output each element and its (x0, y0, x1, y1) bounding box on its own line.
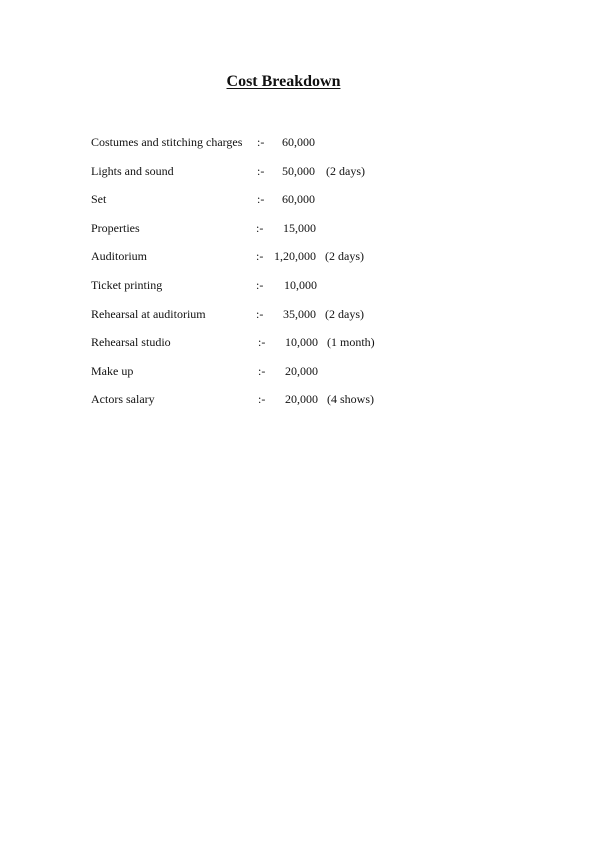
cost-row (91, 276, 411, 305)
cost-label: Set (91, 192, 107, 207)
cost-label: Auditorium (91, 249, 147, 264)
cost-label: Ticket printing (91, 277, 163, 292)
cost-separator: :- (258, 335, 266, 350)
cost-list (91, 133, 411, 419)
cost-label: Rehearsal at auditorium (91, 306, 206, 321)
cost-amount: 15,000 (283, 220, 316, 235)
cost-note: (2 days) (325, 249, 364, 264)
cost-separator: :- (257, 135, 265, 149)
cost-amount: 10,000 (284, 277, 317, 292)
cost-amount: 1,20,000 (274, 249, 316, 264)
cost-note: (1 month) (327, 335, 375, 350)
cost-amount: 20,000 (285, 363, 318, 378)
cost-label: Properties (91, 220, 140, 235)
cost-separator: :- (257, 163, 265, 178)
cost-row (91, 247, 411, 276)
cost-row (91, 162, 411, 191)
cost-row (91, 219, 411, 248)
cost-separator: :- (256, 277, 264, 292)
cost-separator: :- (257, 192, 265, 207)
cost-amount: 60,000 (282, 135, 315, 149)
cost-row (91, 362, 411, 391)
cost-label: Rehearsal studio (91, 335, 171, 350)
cost-note: (2 days) (326, 163, 365, 178)
cost-amount: 10,000 (285, 335, 318, 350)
cost-row (91, 333, 411, 362)
cost-amount: 35,000 (283, 306, 316, 321)
cost-row (91, 190, 411, 219)
cost-row (91, 305, 411, 334)
page-title: Cost Breakdown (226, 73, 341, 90)
cost-row (91, 390, 411, 419)
cost-note: (4 shows) (327, 392, 374, 407)
cost-label: Actors salary (91, 392, 155, 407)
cost-separator: :- (258, 363, 266, 378)
cost-row (91, 133, 411, 162)
cost-separator: :- (256, 249, 264, 264)
cost-amount: 20,000 (285, 392, 318, 407)
cost-note: (2 days) (325, 306, 364, 321)
cost-amount: 60,000 (282, 192, 315, 207)
cost-label: Lights and sound (91, 163, 174, 178)
cost-label: Costumes and stitching charges (91, 135, 243, 149)
cost-label: Make up (91, 363, 134, 378)
cost-separator: :- (258, 392, 266, 407)
cost-amount: 50,000 (282, 163, 315, 178)
cost-separator: :- (256, 306, 264, 321)
cost-separator: :- (256, 220, 264, 235)
